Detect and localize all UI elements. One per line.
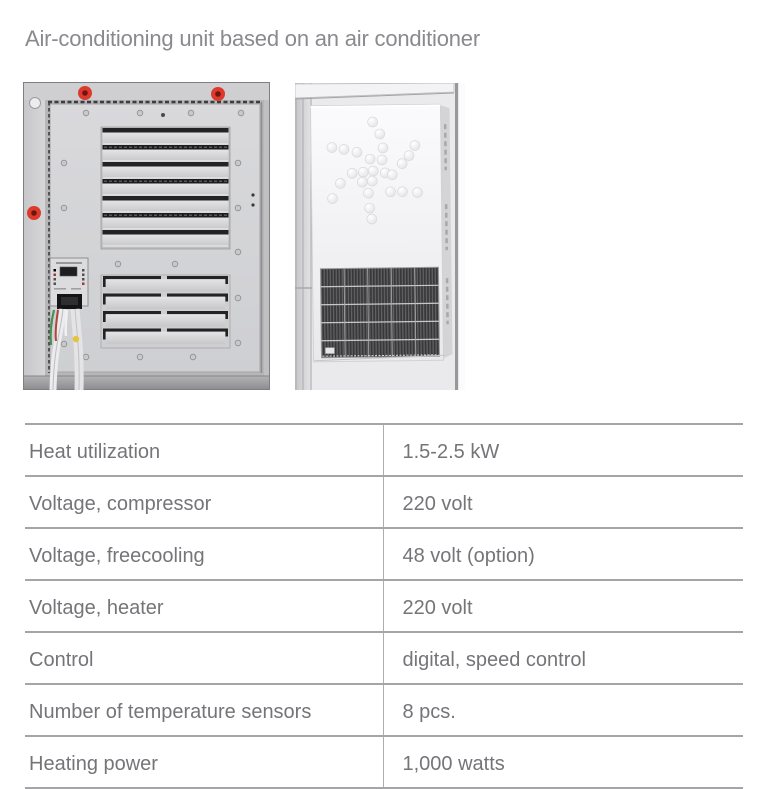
spec-label: Number of temperature sensors	[25, 684, 383, 736]
cabinet-body	[310, 104, 452, 362]
spec-value: 220 volt	[383, 580, 743, 632]
spec-table	[25, 423, 743, 789]
frame-hole	[30, 98, 41, 109]
spec-value: 8 pcs.	[383, 684, 743, 736]
spec-label: Voltage, compressor	[25, 476, 383, 528]
table-row	[25, 580, 743, 632]
spec-value: 1,000 watts	[383, 736, 743, 788]
spec-value: 1.5-2.5 kW	[383, 424, 743, 476]
spec-label: Heat utilization	[25, 424, 383, 476]
table-row	[25, 424, 743, 476]
spec-value: 220 volt	[383, 476, 743, 528]
vent-louvers-upper	[101, 127, 230, 249]
spec-value: digital, speed control	[383, 632, 743, 684]
table-row	[25, 684, 743, 736]
photo-rear-panel	[23, 82, 270, 390]
yellow-cable-marker	[73, 336, 79, 342]
spec-label: Voltage, heater	[25, 580, 383, 632]
table-row	[25, 736, 743, 788]
spec-label: Voltage, freecooling	[25, 528, 383, 580]
intake-grille	[320, 267, 439, 357]
red-grommet	[211, 87, 225, 101]
spec-value: 48 volt (option)	[383, 528, 743, 580]
red-grommet	[27, 206, 41, 220]
grille-label	[325, 348, 334, 354]
table-row	[25, 528, 743, 580]
table-row	[25, 632, 743, 684]
vent-louvers-lower	[101, 275, 230, 348]
controller-display	[60, 267, 77, 276]
photo-front-unit	[295, 83, 465, 390]
controller-box	[50, 258, 88, 309]
table-row	[25, 476, 743, 528]
door-edge	[455, 83, 458, 390]
page-title: Air-conditioning unit based on an air conditioner	[25, 26, 480, 51]
red-grommet	[78, 86, 92, 100]
spec-label: Heating power	[25, 736, 383, 788]
spec-label: Control	[25, 632, 383, 684]
